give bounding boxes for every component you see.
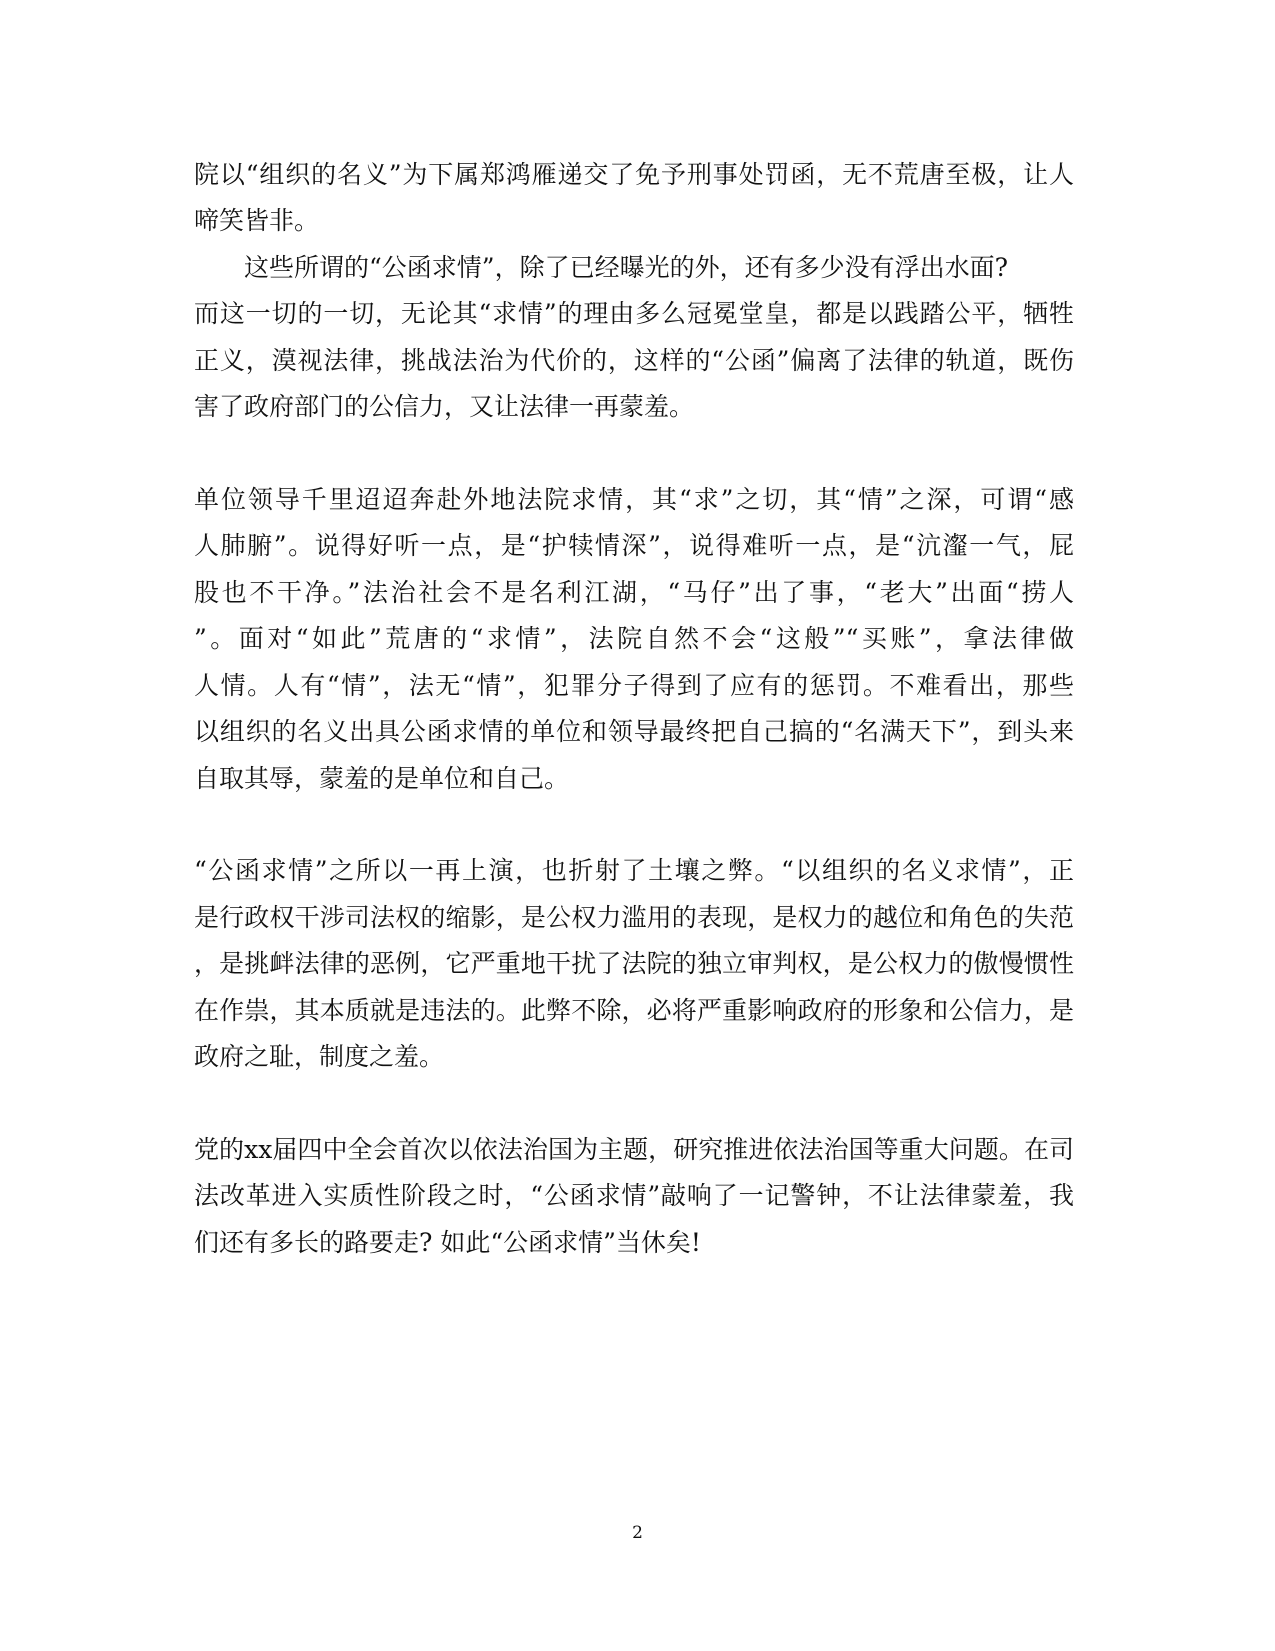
text-line: 股也不干净。”法治社会不是名利江湖，“马仔”出了事，“老大”出面“捞人	[194, 578, 1074, 607]
text-line: 以组织的名义出具公函求情的单位和领导最终把自己搞的“名满天下”，到头来	[194, 717, 1074, 746]
text-line: 啼笑皆非。	[194, 206, 320, 235]
text-line: 们还有多长的路要走? 如此“公函求情”当休矣!	[194, 1228, 701, 1257]
page-number: 2	[632, 1523, 643, 1543]
text-line: 人肺腑”。说得好听一点，是“护犊情深”，说得难听一点，是“沆瀣一气，屁	[194, 531, 1074, 560]
text-line: 自取其辱，蒙羞的是单位和自己。	[194, 764, 570, 793]
text-line: 正义，漠视法律，挑战法治为代价的，这样的“公函”偏离了法律的轨道，既伤	[194, 346, 1074, 375]
text-line: 法改革进入实质性阶段之时，“公函求情”敲响了一记警钟，不让法律蒙羞，我	[194, 1181, 1074, 1210]
text-line: 害了政府部门的公信力，又让法律一再蒙羞。	[194, 392, 695, 421]
text-line: 院以“组织的名义”为下属郑鸿雁递交了免予刑事处罚函，无不荒唐至极，让人	[194, 160, 1074, 189]
text-line: 这些所谓的“公函求情”，除了已经曝光的外，还有多少没有浮出水面?	[194, 253, 1008, 282]
text-line: ”。面对“如此”荒唐的“求情”，法院自然不会“这般”“买账”，拿法律做	[194, 624, 1074, 653]
text-line: 政府之耻，制度之羞。	[194, 1042, 445, 1071]
text-line: 党的xx届四中全会首次以依法治国为主题，研究推进依法治国等重大问题。在司	[194, 1135, 1074, 1164]
text-line: “公函求情”之所以一再上演，也折射了土壤之弊。“以组织的名义求情”，正	[194, 856, 1074, 885]
text-line: ，是挑衅法律的恶例，它严重地干扰了法院的独立审判权，是公权力的傲慢惯性	[194, 949, 1074, 978]
text-line: 而这一切的一切，无论其“求情”的理由多么冠冕堂皇，都是以践踏公平，牺牲	[194, 299, 1074, 328]
text-line: 是行政权干涉司法权的缩影，是公权力滥用的表现，是权力的越位和角色的失范	[194, 903, 1074, 932]
text-line: 在作祟，其本质就是违法的。此弊不除，必将严重影响政府的形象和公信力，是	[194, 996, 1074, 1025]
text-line: 单位领导千里迢迢奔赴外地法院求情，其“求”之切，其“情”之深，可谓“感	[194, 485, 1074, 514]
text-line: 人情。人有“情”，法无“情”，犯罪分子得到了应有的惩罚。不难看出，那些	[194, 671, 1074, 700]
